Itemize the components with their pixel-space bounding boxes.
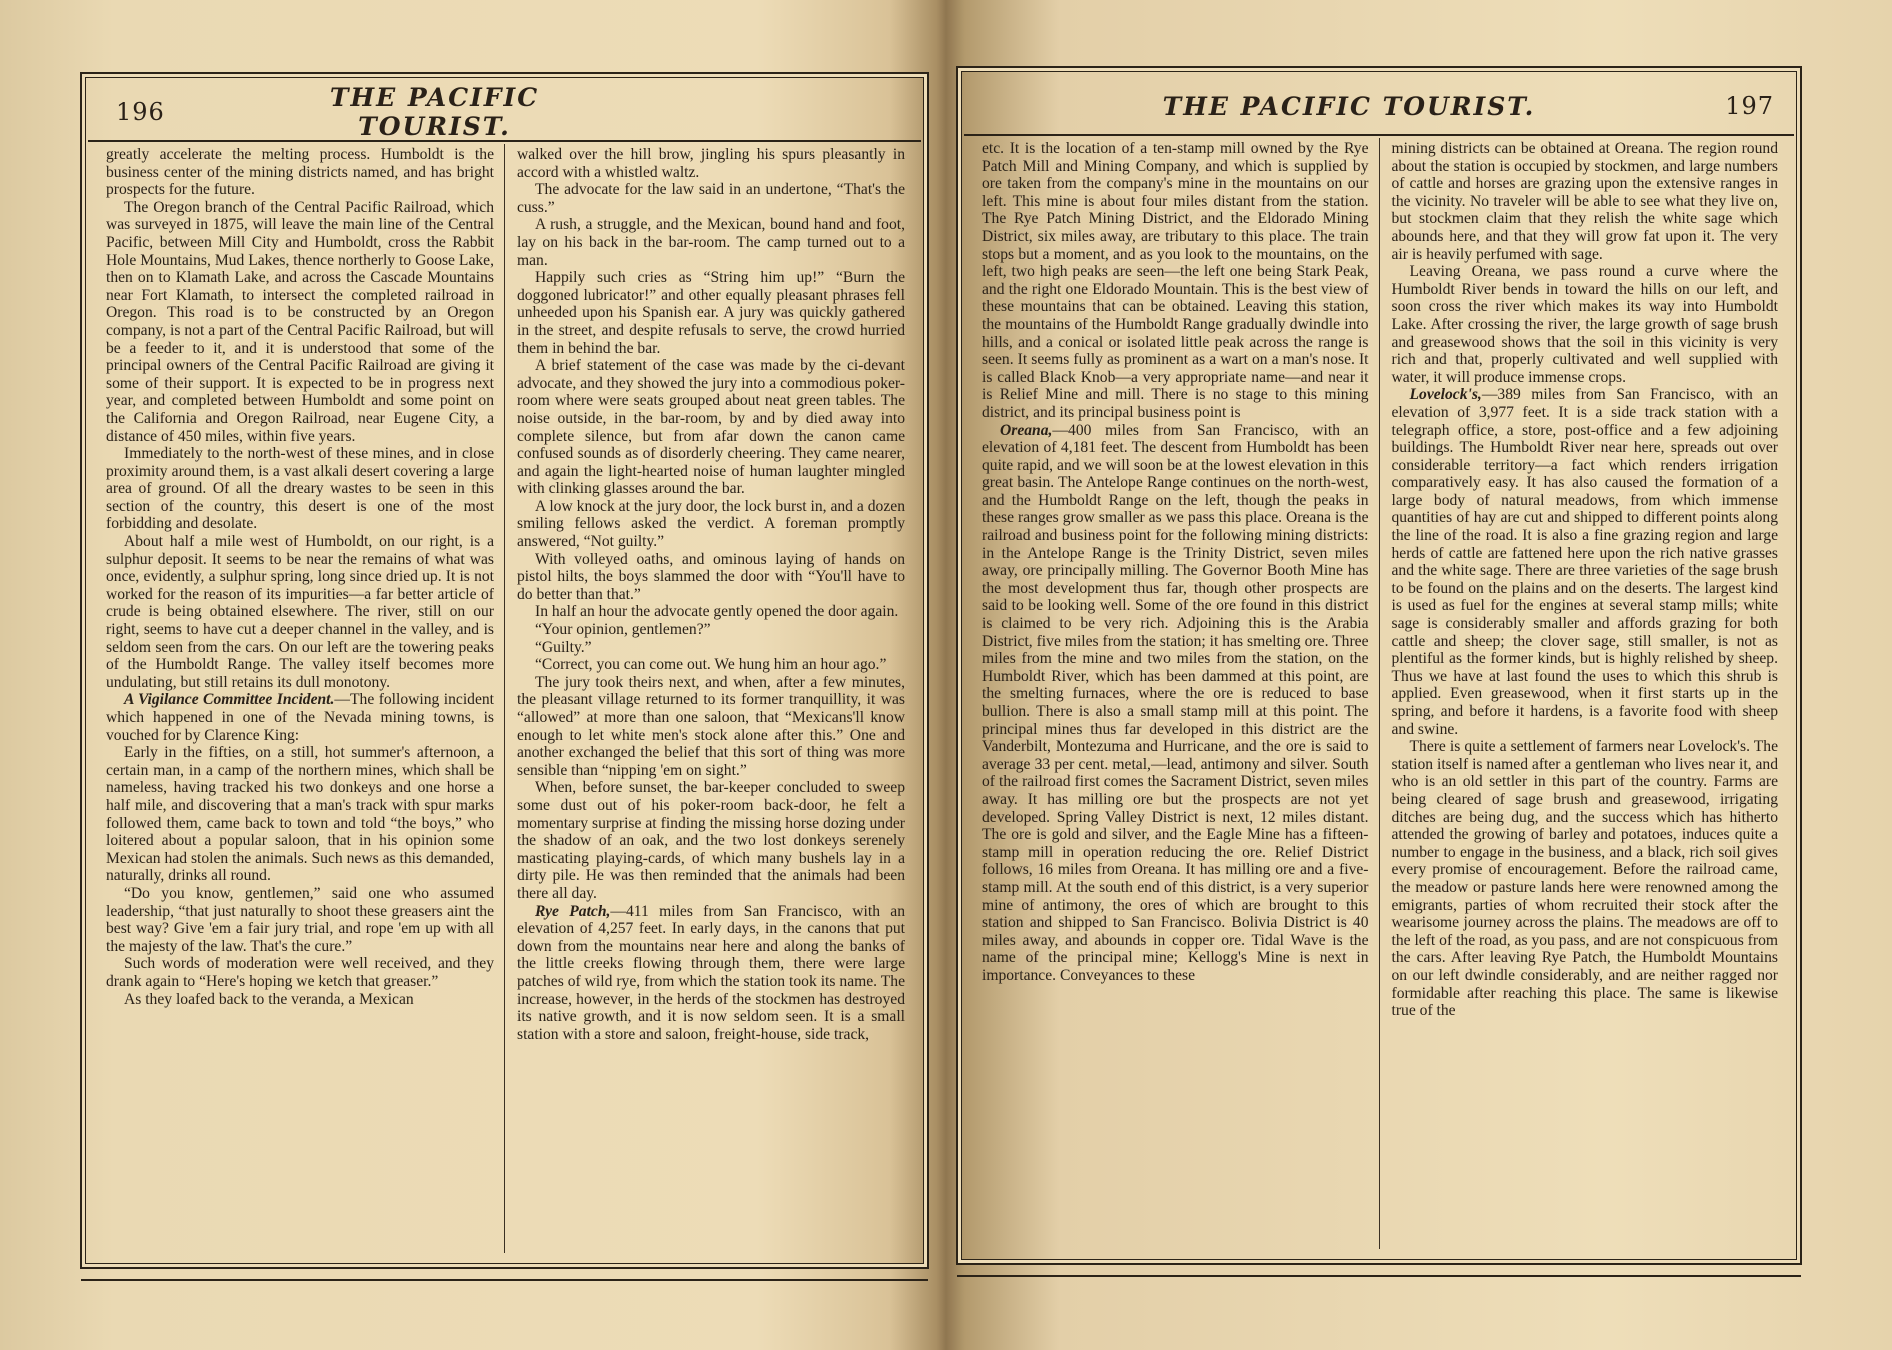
paragraph: Such words of moderation were well received, and they drank again to “Here's hoping we ketch that greaser.”: [106, 955, 494, 990]
paragraph: Happily such cries as “String him up!” “Burn the doggoned lubricator!” and other equally pleasant phrases fell unheeded upon his Spanish ear. A jury was quickly gathered in the street, and despite refusals to serve, the crowd hurried them in behind the bar.: [517, 269, 905, 357]
bottom-rule: [957, 1275, 1801, 1277]
paragraph: “Correct, you can come out. We hung him an hour ago.”: [535, 656, 887, 674]
section-paragraph: [517, 903, 905, 1044]
right-columns: [970, 138, 1788, 1249]
paragraph: Leaving Oreana, we pass round a curve where the Humboldt River bends in toward the hills on our left, and soon cross the river which makes its way into Humboldt Lake. After crossing the river, the large growth of sage brush and greasewood shows that the soil in this vicinity is very rich and that, properly cultivated and well supplied with water, it will produce immense crops.: [1391, 263, 1778, 386]
paragraph: mining districts can be obtained at Oreana. The region round about the station is occupied by stockmen, and large numbers of cattle and horses are grazing upon the extensive ranges in the vicinity. No traveler will be able to see what they live on, but stockmen claim that they relish the white sage which abounds here, and that they will grow fat upon it. The very air is heavily perfumed with sage.: [1391, 140, 1778, 263]
left-columns: [94, 144, 915, 1253]
section-heading: Oreana,: [1000, 421, 1053, 439]
paragraph: A brief statement of the case was made by the ci-devant advocate, and they showed the jury into a commodious poker-room where were seats grouped about neat green tables. The noise outside, in the bar-room, by and by died away into complete silence, but from afar down the canon came confused sounds as of disorderly cheering. They came nearer, and again the light-hearted noise of human laughter mingled with clinking glasses around the bar.: [517, 357, 905, 498]
header-rule: [88, 140, 921, 142]
right-column-1: [970, 138, 1379, 1249]
paragraph-text: The following incident which happened in one of the Nevada mining towns, is vouched for by Clarence King:: [106, 691, 495, 744]
paragraph: The advocate for the law said in an undertone, “That's the cuss.”: [517, 181, 905, 216]
running-head: THE PACIFIC TOURIST.: [1162, 91, 1536, 121]
header-rule: [964, 134, 1794, 136]
section-paragraph: [1392, 386, 1779, 738]
section-heading: A Vigilance Committee Incident.: [124, 691, 335, 709]
paragraph: When, before sunset, the bar-keeper concluded to sweep some dust out of his poker-room back-door, he felt a momentary surprise at finding the missing horse dozing under the shadow of an oak, and the two lost donkeys serenely masticating playing-cards, of which many bushels lay in a dirty pile. He was then reminded that the animals had been there all day.: [517, 779, 905, 902]
paragraph: “Guilty.”: [535, 638, 592, 656]
left-column-2: [504, 144, 915, 1253]
left-column-1: [94, 144, 504, 1253]
left-page-frame: [80, 72, 929, 1269]
paragraph-text: —389 miles from San Francisco, with an elevation of 3,977 feet. It is a side track station with a telegraph office, a store, post-office and a few adjoining buildings. The Humboldt River near here, spreads out over considerable territory—a fact which renders irrigation comparatively easy. It has also caused the formation of a large body of natural meadows, from which immense quantities of hay are cut and shipped to different points along the line of the road. It is also a fine grazing region and large herds of cattle are fattened here upon the rich native grasses and the white sage. There are three varieties of the sage brush to be found on the plains and on the deserts. The largest kind is used as fuel for the engines at several stamp mills; white sage is considerably smaller and affords grazing for both cattle and sheep; the clover sage, still smaller, is not as plentiful as the former kinds, but is highly relished by sheep. Thus we have at last found the uses to which this shrub is applied. Even greasewood, when it first starts up in the spring, and before it hardens, is a favorite food with sheep and swine.: [1391, 386, 1778, 738]
running-head: THE PACIFIC TOURIST.: [329, 83, 540, 141]
paragraph: greatly accelerate the melting process. Humboldt is the business center of the mining districts named, and has bright prospects for the future.: [106, 146, 494, 199]
paragraph: A rush, a struggle, and the Mexican, bound hand and foot, lay on his back in the bar-room. The camp turned out to a man.: [517, 216, 905, 269]
left-page-header: [82, 83, 927, 141]
bottom-rule: [81, 1279, 928, 1281]
page-number: 196: [116, 98, 165, 126]
paragraph: Early in the fifties, on a still, hot summer's afternoon, a certain man, in a camp of the northern mines, which shall be nameless, having tracked his two donkeys and one horse a half mile, and discovering that a man's track with spur marks followed them, came back to town and told “the boys,” who loitered about a popular saloon, that in his opinion some Mexican had stolen the animals. Such news as this demanded, naturally, drinks all round.: [106, 744, 494, 885]
paragraph: In half an hour the advocate gently opened the door again.: [535, 603, 899, 621]
paragraph: About half a mile west of Humboldt, on our right, is a sulphur deposit. It seems to be near the remains of what was once, evidently, a sulphur spring, long since dried up. It is not worked for the reason of its impurities—a far better article of crude is being obtained elsewhere. The river, still on our right, seems to have cut a deeper channel in the valley, and is seldom seen from the cars. On our left are the towering peaks of the Humboldt Range. The valley itself becomes more undulating, but still retains its dull monotony.: [106, 533, 494, 691]
page-number: 197: [1725, 92, 1774, 120]
paragraph: The jury took theirs next, and when, after a few minutes, the pleasant village returned to its former tranquillity, it was “allowed” at more than one saloon, that “Mexicans'll know enough to let white men's stock alone after this.” One and another exchanged the belief that this sort of thing was more sensible than “nipping 'em on sight.”: [517, 673, 905, 779]
right-column-2: [1379, 138, 1789, 1249]
paragraph-text: —411 miles from San Francisco, with an elevation of 4,257 feet. In early days, in the canons that put down from the mountains near here and along the banks of the little creeks flowing through them, there were large patches of wild rye, from which the station took its name. The increase, however, in the herds of the stockmen has destroyed its native growth, and it is now seldom seen. It is a small station with a store and saloon, freight-house, side track,: [517, 902, 905, 1043]
section-paragraph: A Vigilance Committee Incident.—The following incident which happened in one of the Nevada mining towns, is vouched for by Clarence King:: [106, 691, 495, 744]
section-paragraph: [982, 422, 1369, 985]
section-heading: Lovelock's,: [1409, 386, 1482, 404]
right-page-header: [958, 82, 1800, 130]
paragraph: “Your opinion, gentlemen?”: [535, 621, 711, 639]
paragraph-text: —400 miles from San Francisco, with an elevation of 4,181 feet. The descent from Humboldt has been quite rapid, and we will soon be at the lowest elevation in this great basin. The Antelope Range continues on the north-west, and the Humboldt Range on the left, though the peaks in these ranges grow smaller as we pass this place. Oreana is the railroad and business point for the following mining districts: in the Antelope Range is the Trinity District, seven miles away, ore principally milling. The Governor Booth Mine has the most development thus far, though other prospects are said to be looking well. Some of the ore found in this district is claimed to be very rich. Adjoining this is the Arabia District, five miles from the station; it has smelting ore. Three miles from the mine and two miles from the station, on the Humboldt River, which has been dammed at this point, are the smelting furnaces, where the ore is reduced to base bullion. There is also a small stamp mill at this point. The principal mines thus far developed in this district are the Vanderbilt, Montezuma and Hurricane, and the ore is said to average 33 per cent. metal,—lead, antimony and silver. South of the railroad first comes the Sacrament District, seven miles away. It has milling ore but the prospects are not yet developed. Spring Valley District is next, 12 miles distant. The ore is gold and silver, and the Eagle Mine has a fifteen-stamp mill in operation reducing the ore. Relief District follows, 16 miles from Oreana. It has milling ore and a five-stamp mill. At the south end of this district, is a very superior mine of antimony, the ores of which are brought to this station and shipped to San Francisco. Bolivia District is 40 miles away, and abounds in copper ore. Tidal Wave is the name of the principal mine; Kellogg's Mine is next in importance. Conveyances to these: [982, 421, 1369, 984]
right-page-frame: [956, 66, 1802, 1265]
right-page: [946, 0, 1892, 1350]
section-heading: Rye Patch,: [535, 902, 611, 920]
paragraph: As they loafed back to the veranda, a Mexican: [124, 990, 414, 1008]
paragraph: etc. It is the location of a ten-stamp mill owned by the Rye Patch Mill and Mining Company, and which is supplied by ore taken from the company's mine in the mountains on our left. This mine is about four miles distant from the station. The Rye Patch Mining District, and the Eldorado Mining District, six miles away, are tributary to this place. The train stops but a moment, and as you look to the mountains, on the left, two high peaks are seen—the left one being Stark Peak, and the right one Eldorado Mountain. This is the best view of these mountains that can be obtained. Leaving this station, the mountains of the Humboldt Range gradually dwindle into hills, and a conical or isolated little peak across the range is seen. It seems fully as prominent as a wart on a man's nose. It is called Black Knob—a very appropriate name—and near it is Relief Mine and mill. There is no stage to this mining district, and its principal business point is: [982, 140, 1369, 421]
paragraph: Immediately to the north-west of these mines, and in close proximity around them, is a vast alkali desert covering a large area of ground. Of all the dreary wastes to be seen in this section of the country, this desert is one of the most forbidding and desolate.: [106, 445, 494, 533]
paragraph: With volleyed oaths, and ominous laying of hands on pistol hilts, the boys slammed the door with “You'll have to do better than that.”: [517, 550, 905, 603]
paragraph: There is quite a settlement of farmers near Lovelock's. The station itself is named after a gentleman who lives near it, and who is an old settler in this part of the country. Farms are being cleared of sage brush and greasewood, irrigating ditches are being dug, and the success which has hitherto attended the growing of barley and potatoes, induces quite a number to engage in the business, and a black, rich soil gives every promise of encouragement. Before the railroad came, the meadow or pasture lands here were renowned among the emigrants, parties of whom recruited their stock after the wearisome journey across the plains. The meadows are off to the left of the road, as you pass, and are not conspicuous from the cars. After leaving Rye Patch, the Humboldt Mountains on our left dwindle considerably, and are neither ragged nor formidable after reaching this place. The same is likewise true of the: [1391, 738, 1778, 1020]
paragraph: walked over the hill brow, jingling his spurs pleasantly in accord with a whistled waltz.: [517, 146, 905, 181]
paragraph: “Do you know, gentlemen,” said one who assumed leadership, “that just naturally to shoot these greasers aint the best way? Give 'em a fair jury trial, and rope 'em up with all the majesty of the law. That's the cure.”: [106, 884, 494, 955]
paragraph: The Oregon branch of the Central Pacific Railroad, which was surveyed in 1875, will leave the main line of the Central Pacific, between Mill City and Humboldt, cross the Rabbit Hole Mountains, Mud Lakes, thence northerly to Goose Lake, then on to Klamath Lake, and across the Cascade Mountains near Fort Klamath, to intersect the completed railroad in Oregon. This road is to be constructed by an Oregon company, is not a part of the Central Pacific Railroad, but will be a feeder to it, and it is understood that some of the principal owners of the Central Pacific Railroad are giving it some of their support. It is expected to be in progress next year, and completed between Humboldt and some point on the California and Oregon Railroad, near Eugene City, a distance of 450 miles, within five years.: [106, 198, 494, 445]
paragraph: A low knock at the jury door, the lock burst in, and a dozen smiling fellows asked the verdict. A foreman promptly answered, “Not guilty.”: [517, 497, 905, 551]
